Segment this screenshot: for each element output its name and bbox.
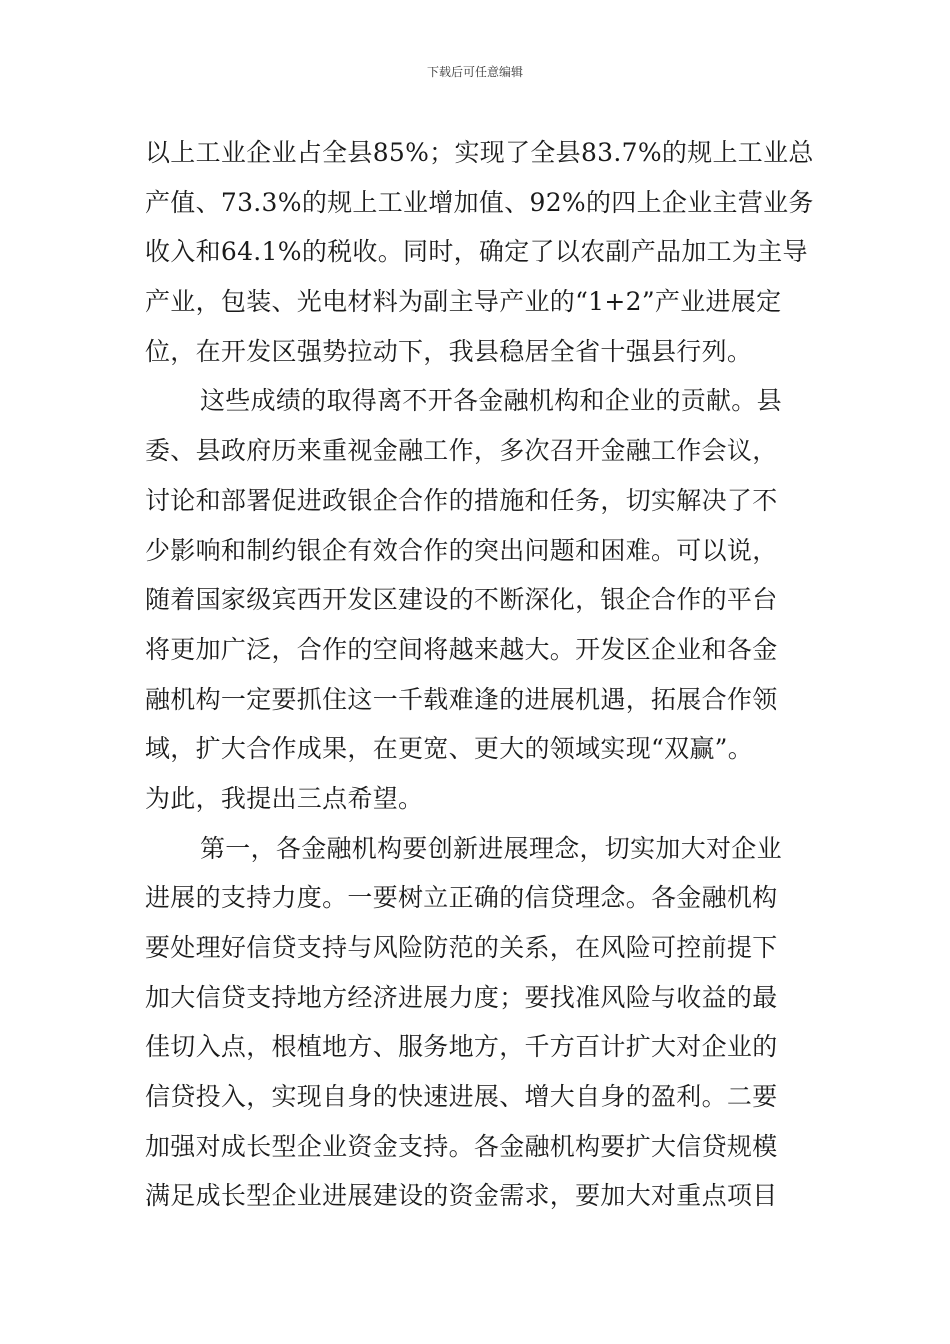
text-line: 以上工业企业占全县85%；实现了全县83.7%的规上工业总 [145, 138, 814, 167]
header-note: 下载后可任意编辑 [426, 65, 523, 79]
text-line: 位，在开发区强势拉动下，我县稳居全省十强县行列。 [145, 336, 753, 366]
text-line: 这些成绩的取得离不开各金融机构和企业的贡献。县 [200, 386, 782, 416]
text-line: 要处理好信贷支持与风险防范的关系，在风险可控前提下 [145, 933, 778, 962]
text-line: 将更加广泛，合作的空间将越来越大。开发区企业和各金 [145, 634, 778, 664]
text-line: 随着国家级宾西开发区建设的不断深化，银企合作的平台 [145, 585, 778, 615]
text-line: 满足成长型企业进展建设的资金需求，要加大对重点项目 [145, 1181, 778, 1211]
text-line: 产业，包装、光电材料为副主导产业的“1+2”产业进展定 [145, 287, 782, 317]
text-line: 讨论和部署促进政银企合作的措施和任务，切实解决了不 [145, 485, 778, 515]
text-line: 进展的支持力度。一要树立正确的信贷理念。各金融机构 [145, 883, 778, 913]
text-line: 第一，各金融机构要创新进展理念，切实加大对企业 [200, 833, 782, 863]
text-line: 域，扩大合作成果，在更宽、更大的领域实现“双赢”。 [145, 734, 754, 764]
text-line: 融机构一定要抓住这一千载难逢的进展机遇，拓展合作领 [145, 684, 778, 714]
text-line: 加大信贷支持地方经济进展力度；要找准风险与收益的最 [145, 982, 778, 1012]
text-line: 为此，我提出三点希望。 [145, 783, 424, 813]
text-line: 佳切入点，根植地方、服务地方，千方百计扩大对企业的 [145, 1032, 778, 1062]
text-line: 少影响和制约银企有效合作的突出问题和困难。可以说， [145, 535, 778, 565]
text-line: 收入和64.1%的税收。同时，确定了以农副产品加工为主导 [145, 237, 808, 267]
text-line: 加强对成长型企业资金支持。各金融机构要扩大信贷规模 [145, 1131, 778, 1161]
text-line: 信贷投入，实现自身的快速进展、增大自身的盈利。二要 [145, 1082, 778, 1112]
text-line: 委、县政府历来重视金融工作，多次召开金融工作会议， [145, 436, 778, 466]
text-line: 产值、73.3%的规上工业增加值、92%的四上企业主营业务 [145, 187, 814, 217]
body-text [145, 128, 814, 1221]
